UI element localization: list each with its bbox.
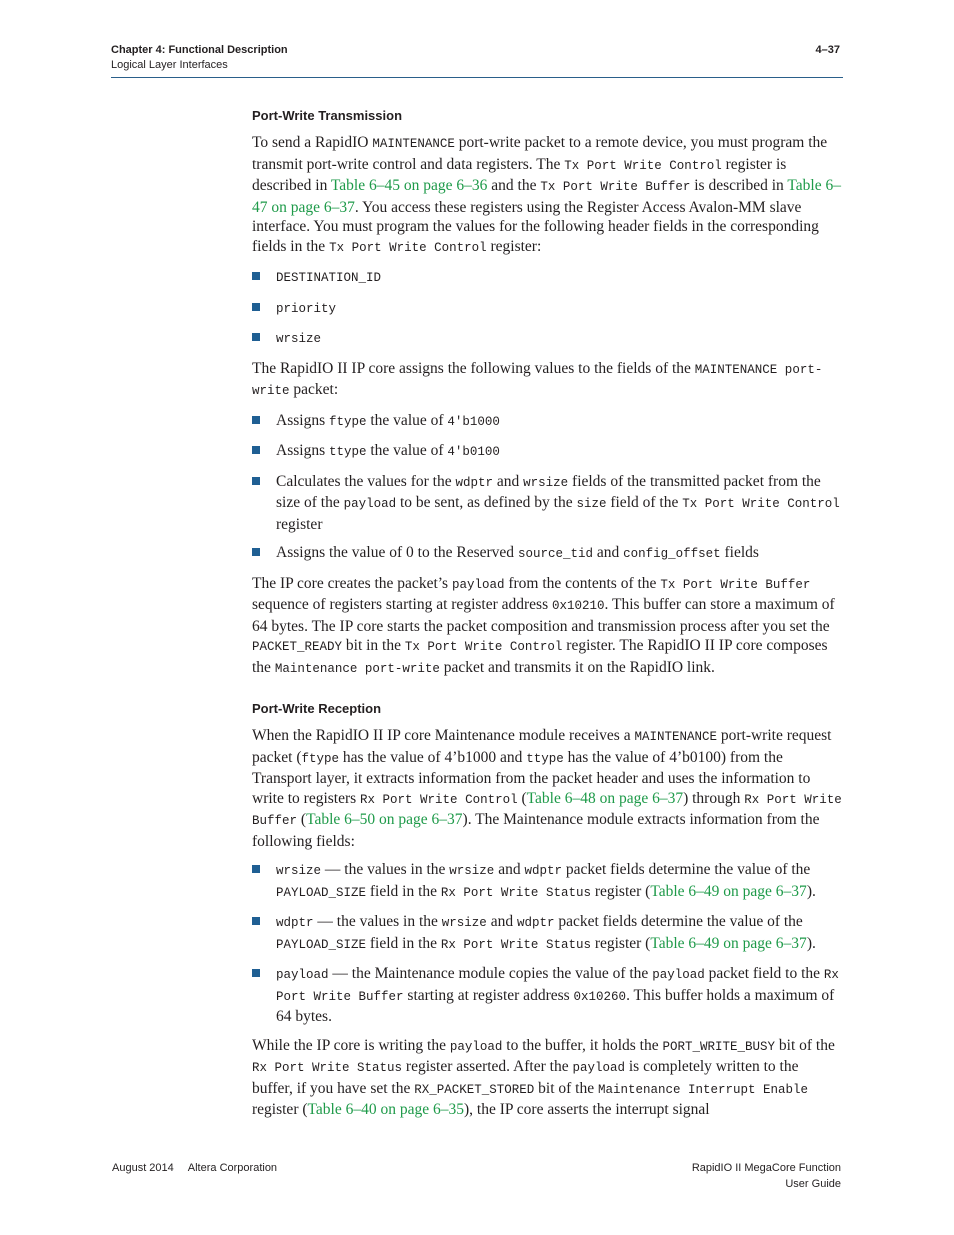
link-table-6-49[interactable]: Table 6–49 on page 6–37 [650,934,807,952]
footer-doc-subtitle: User Guide [785,1178,841,1190]
paragraph-assigned-values: The RapidIO II IP core assigns the following values to the fields of the MAINTENANCE port-write packet: [252,359,823,398]
chapter-title: Chapter 4: Functional Description [111,44,288,56]
link-table-6-45[interactable]: Table 6–45 on page 6–36 [330,177,488,194]
list-item: wdptr — the values in the wrsize and wdptr packet fields determine the value of the PAYLOAD_SIZE field in the Rx Port Write Status register (Table 6–49 on page 6–37). [252,912,842,955]
list-item: DESTINATION_ID [252,267,842,289]
list-item: wrsize — the values in the wrsize and wdptr packet fields determine the value of the PAYLOAD_SIZE field in the Rx Port Write Status register (Table 6–49 on page 6–37). [252,860,842,903]
paragraph-tx-intro: To send a RapidIO MAINTENANCE port-write packet to a remote device, you must program the transmit port-write control and data registers. The Tx Port Write Control register is described in Table 6–45 on page 6–36 and the Tx Port Write Buffer is described in Table 6–47 on page 6–37. You access these registers using the Register Access Avalon-MM slave interface. You must program the values for the following header fields in the corresponding fields in the Tx Port Write Control register: [252,134,841,255]
paragraph-rx-intro: When the RapidIO II IP core Maintenance module receives a MAINTENANCE port-write request packet (ftype has the value of 4’b1000 and ttype has the value of 4’b0100) from the Transport layer, it extracts information from the packet header and uses the information to write to registers Rx Port Write Control (Table 6–48 on page 6–37) through Rx Port Write Buffer (Table 6–50 on page 6–37). The Maintenance module extracts information from the following fields: [252,727,842,850]
list-item: priority [252,298,842,320]
assigned-values-list [252,411,842,565]
list-item: wrsize [252,328,842,350]
page-number: 4–37 [815,44,840,56]
paragraph-payload-creation: The IP core creates the packet’s payload from the contents of the Tx Port Write Buffer sequence of registers starting at register address 0x10210. This buffer can store a maximum of 64 bytes. The IP core starts the packet composition and transmission process after you set the PACKET_READY bit in the Tx Port Write Control register. The RapidIO II IP core composes the Maintenance port-write packet and transmits it on the RapidIO link. [252,574,835,676]
header-field-list [252,267,842,350]
extracted-fields-list [252,860,842,1027]
link-table-6-47[interactable]: Table 6–47 on page 6–37 [252,177,841,216]
link-table-6-48[interactable]: Table 6–48 on page 6–37 [526,789,684,807]
section-heading-port-write-transmission: Port-Write Transmission [252,108,403,123]
footer-date: August 2014 [112,1162,174,1174]
paragraph-write-busy: While the IP core is writing the payload to the buffer, it holds the PORT_WRITE_BUSY bit of the Rx Port Write Status register asserted. After the payload is completely written to the buffer, if you have set the RX_PACKET_STORED bit of the Maintenance Interrupt Enable register (Table 6–40 on page 6–35), the IP core asserts the interrupt signal [252,1036,835,1118]
section-title: Logical Layer Interfaces [111,59,228,71]
list-item: Assigns the value of 0 to the Reserved source_tid and config_offset fields [252,543,842,565]
link-table-6-40[interactable]: Table 6–40 on page 6–35 [307,1101,464,1118]
page-footer-right [692,1160,841,1192]
list-item: Assigns ftype the value of 4'b1000 [252,411,842,433]
footer-doc-title: RapidIO II MegaCore Function [691,1162,841,1174]
list-item: payload — the Maintenance module copies the value of the payload packet field to the Rx Port Write Buffer starting at register address 0x10260. This buffer holds a maximum of 64 bytes. [252,964,842,1027]
list-item: Calculates the values for the wdptr and wrsize fields of the transmitted packet from the size of the payload to be sent, as defined by the size field of the Tx Port Write Control register [252,472,842,535]
section-heading-port-write-reception: Port-Write Reception [252,701,382,716]
footer-company: Altera Corporation [187,1162,278,1174]
main-content [252,106,842,1129]
list-item: Assigns ttype the value of 4'b0100 [252,441,842,463]
header-rule [111,77,843,78]
link-table-6-50[interactable]: Table 6–50 on page 6–37 [306,811,463,828]
page-header [111,43,842,73]
page-footer-left [112,1160,277,1176]
link-table-6-49[interactable]: Table 6–49 on page 6–37 [650,882,807,900]
